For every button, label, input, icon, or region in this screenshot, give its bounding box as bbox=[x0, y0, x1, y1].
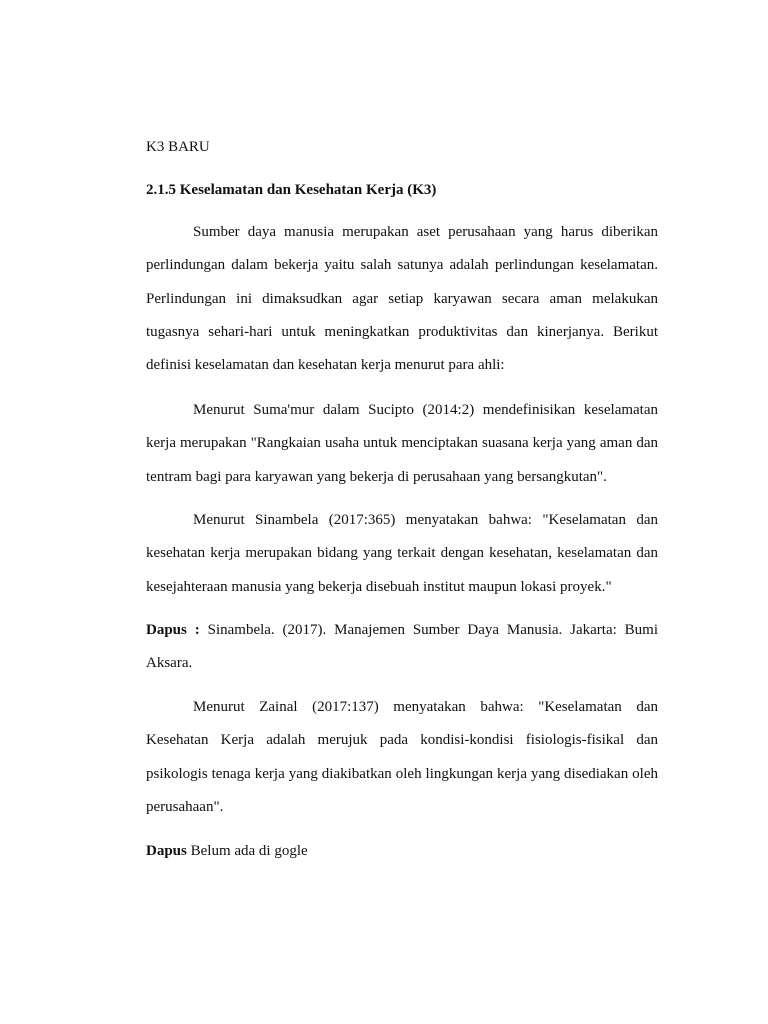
reference-label: Dapus : bbox=[146, 622, 200, 638]
reference-text: Belum ada di gogle bbox=[186, 843, 308, 859]
paragraph-sumamur: Menurut Suma'mur dalam Sucipto (2014:2) mendefinisikan keselamatan kerja merupakan "Rangkaian usaha untuk menciptakan suasana kerja yang aman dan tentram bagi para karyawan yang bekerja di perusahaan yang bersangkutan". bbox=[146, 402, 658, 485]
reference-label: Dapus bbox=[146, 843, 187, 859]
paragraph-intro: Sumber daya manusia merupakan aset perusahaan yang harus diberikan perlindungan dalam bekerja yaitu salah satunya adalah perlindungan keselamatan. Perlindungan ini dimaksudkan agar setiap karyawan secara aman melakukan tugasnya sehari-hari untuk meningkatkan produktivitas dan kinerjanya. Berikut definisi keselamatan dan kesehatan kerja menurut para ahli: bbox=[146, 224, 658, 374]
section-heading: 2.1.5 Keselamatan dan Kesehatan Kerja (K3) bbox=[146, 182, 437, 198]
paragraph-sinambela: Menurut Sinambela (2017:365) menyatakan bahwa: "Keselamatan dan kesehatan kerja merupakan bidang yang terkait dengan kesehatan, keselamatan dan kesejahteraan manusia yang bekerja disebuah institut maupun lokasi proyek." bbox=[146, 512, 658, 595]
reference-zainal bbox=[146, 835, 658, 868]
document-title: K3 BARU bbox=[146, 139, 210, 155]
paragraph-zainal: Menurut Zainal (2017:137) menyatakan bahwa: "Keselamatan dan Kesehatan Kerja adalah merujuk pada kondisi-kondisi fisiologis-fisikal dan psikologis tenaga kerja yang diakibatkan oleh lingkungan kerja yang disediakan oleh perusahaan". bbox=[146, 699, 658, 815]
reference-text: Sinambela. (2017). Manajemen Sumber Daya Manusia. Jakarta: Bumi Aksara. bbox=[146, 622, 659, 672]
reference-sinambela bbox=[146, 614, 658, 681]
